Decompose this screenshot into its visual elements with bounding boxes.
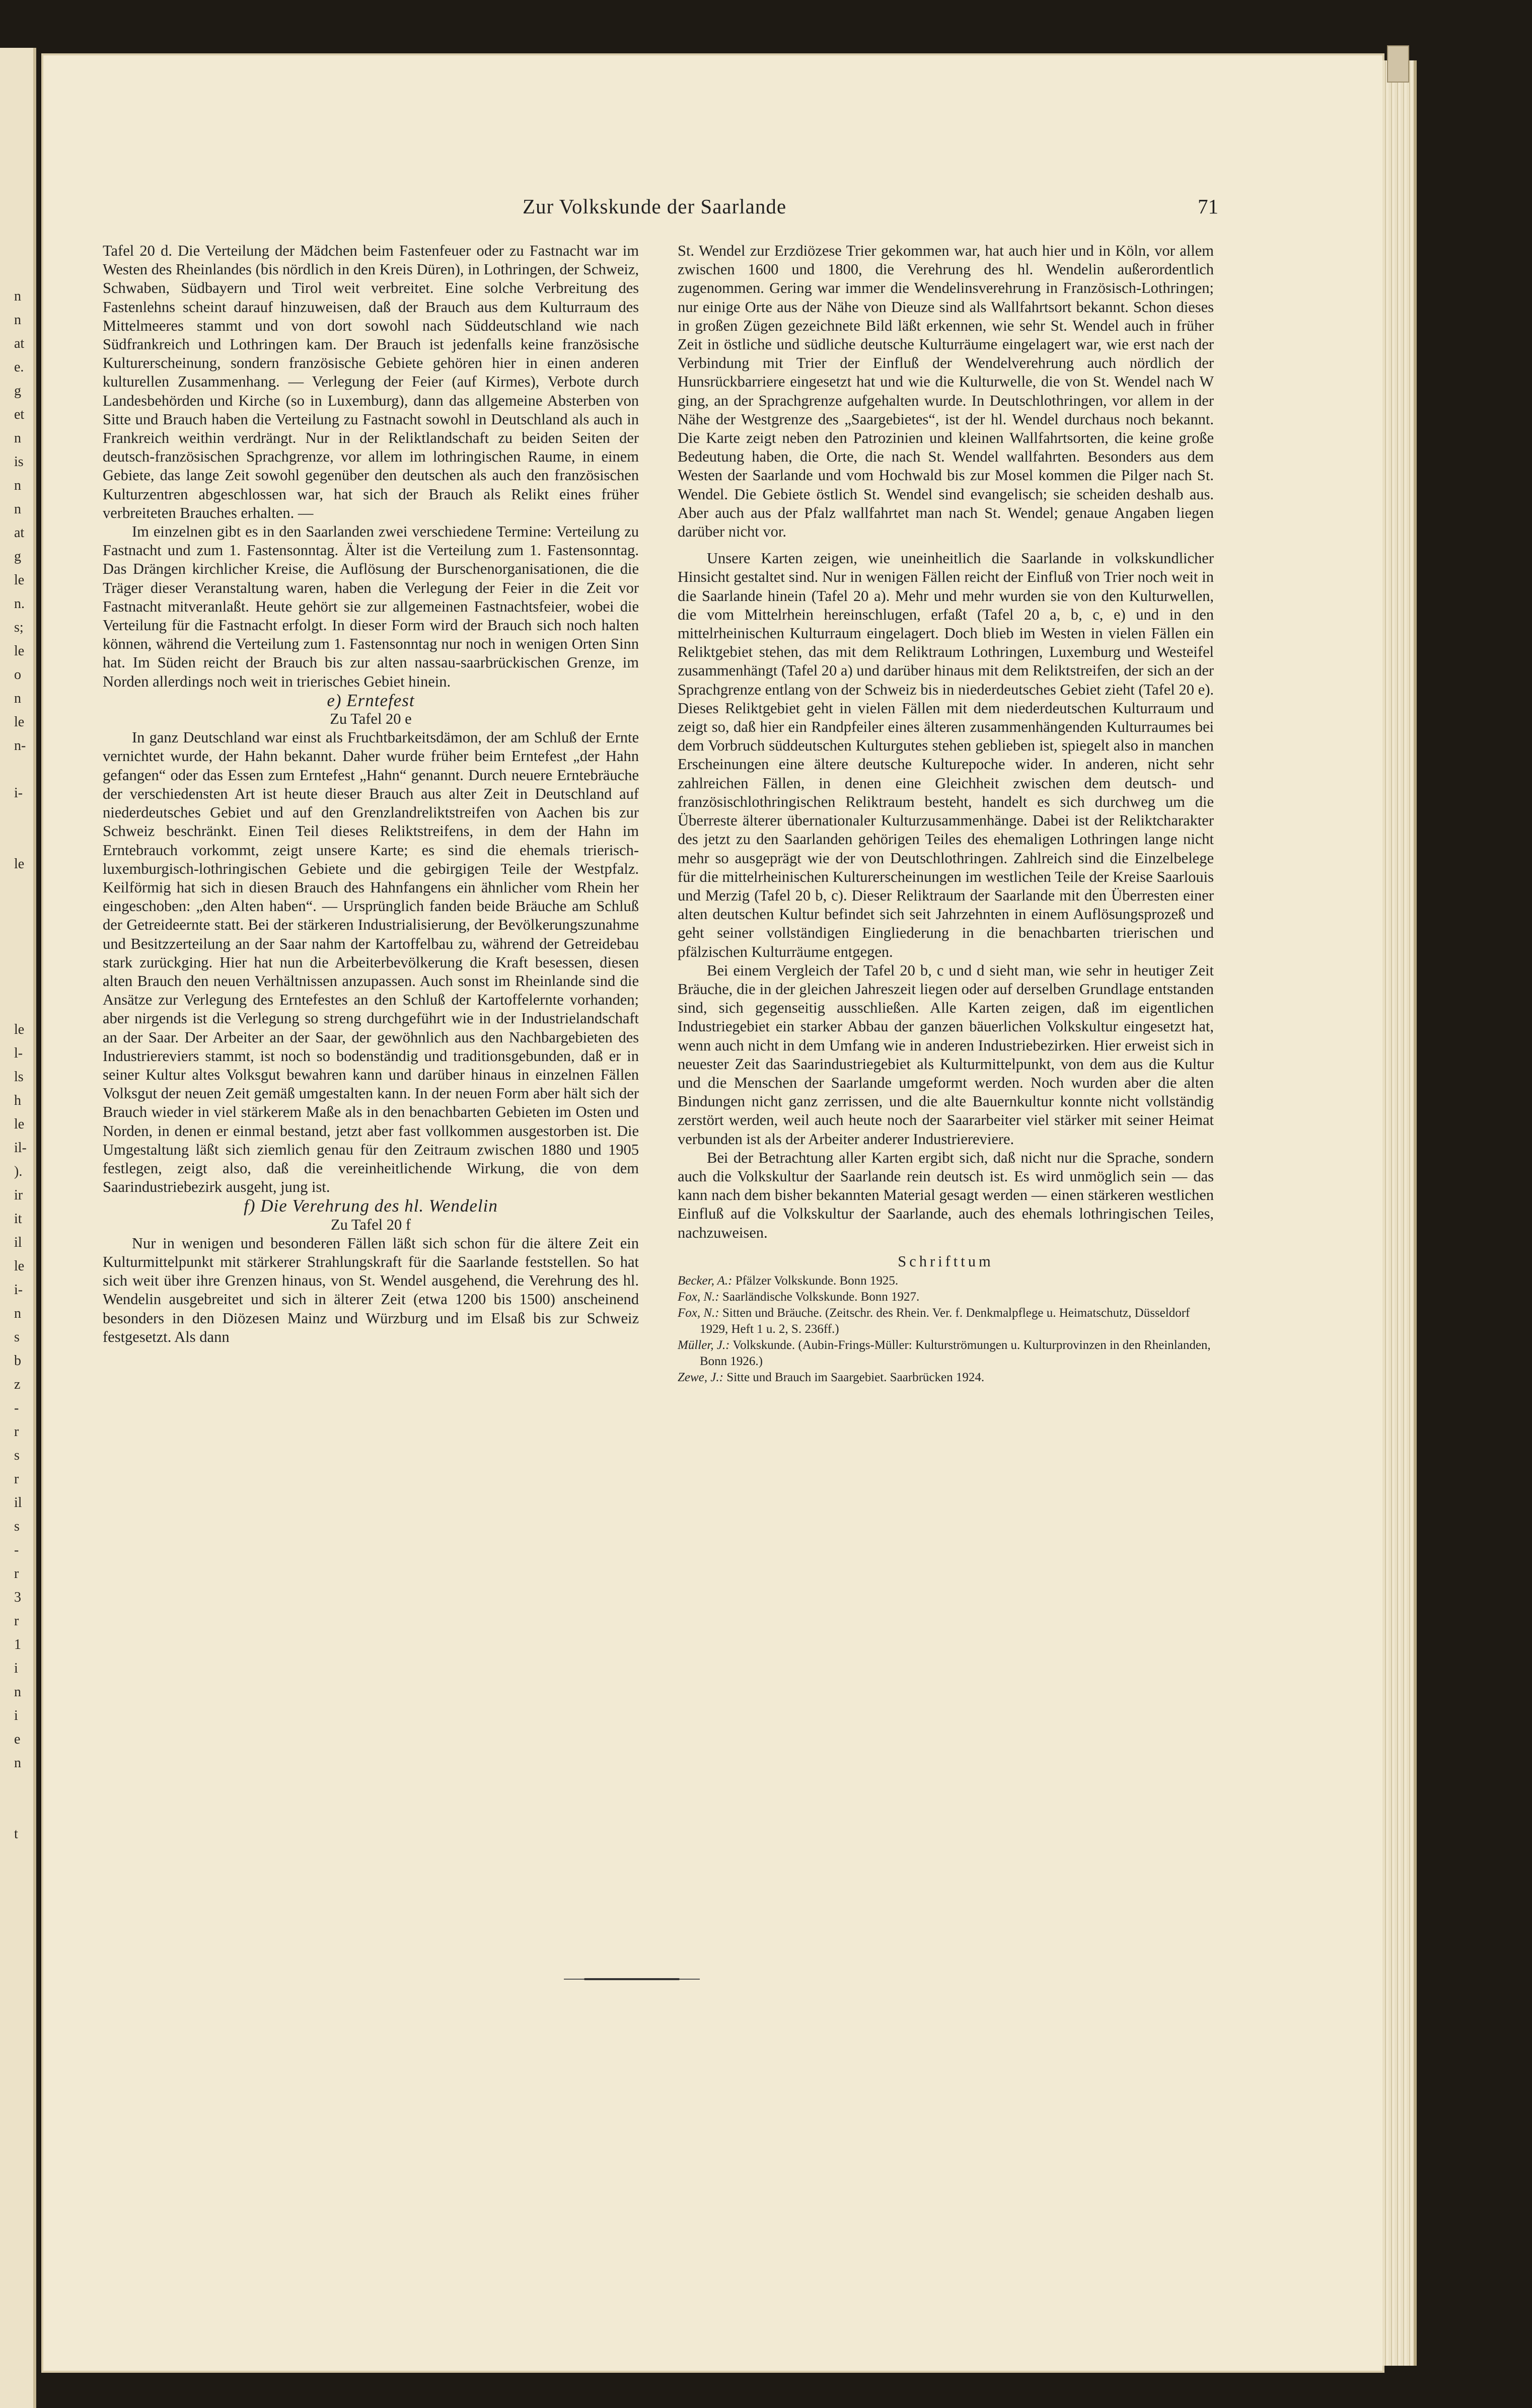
running-header: Zur Volkskunde der Saarlande: [522, 195, 787, 218]
edge-letter: [14, 994, 31, 1018]
edge-letter: [14, 876, 31, 899]
edge-letter: s: [14, 1519, 20, 1534]
edge-letter: it: [14, 1211, 22, 1227]
edge-letter: i: [14, 1708, 18, 1723]
edge-letter: et: [14, 407, 25, 422]
edge-letter: r: [14, 1613, 19, 1629]
edge-letter: n: [14, 1684, 21, 1700]
source-author: Zewe, J.:: [678, 1370, 723, 1384]
edge-letter: z: [14, 1377, 21, 1392]
edge-letter: le: [14, 643, 25, 659]
edge-letter: le: [14, 1258, 25, 1274]
edge-letter: n-: [14, 738, 26, 754]
edge-letter: le: [14, 1022, 25, 1037]
right-column-body: [678, 242, 1214, 1242]
edge-letter: le: [14, 856, 25, 872]
edge-letter: [14, 970, 31, 994]
edge-letter: n: [14, 430, 21, 446]
edge-letter: [14, 1798, 31, 1822]
end-ornament-rule: [584, 1978, 680, 1980]
edge-letter: g: [14, 383, 21, 399]
edge-letter: r: [14, 1471, 19, 1487]
edge-letter: 1: [14, 1637, 21, 1652]
source-entry: [678, 1273, 1214, 1289]
edge-letter: il: [14, 1235, 22, 1250]
left-column: [103, 242, 639, 1346]
section-title: e) Erntefest: [327, 690, 415, 710]
left-page-edge-letters: [14, 284, 31, 1846]
edge-letter: ).: [14, 1164, 23, 1179]
source-text: Sitten und Bräuche. (Zeitschr. des Rhein. Ver. f. Denkmalpflege u. Heimatschutz, Düsseldorf 1929, Heft 1 u. 2, S. 236ff.): [700, 1306, 1190, 1336]
edge-letter: t: [14, 1826, 18, 1842]
source-entry: [678, 1337, 1214, 1370]
source-entry: [678, 1305, 1214, 1337]
edge-letter: le: [14, 1116, 25, 1132]
paragraph: Unsere Karten zeigen, wie uneinheitlich die Saarlande in volkskundlicher Hinsicht gestaltet sind. Nur in wenigen Fällen reicht der Einfluß von Trier noch weit in die Saarlande hinein (Tafel 20 a). Mehr und mehr wurden sie von den Kulturwellen, die vom Mittelrhein hereinschlugen, erfaßt (Tafel 20 a, b, c, e) und in den mittelrheinischen Kulturraum eingelagert. Doch blieb im Westen in vielen Fällen ein Reliktgebiet stehen, das mit dem Reliktraum Lothringen, Luxemburg und Westeifel zusammenhängt (Tafel 20 a) und darüber hinaus mit dem Reliktstreifen, der sich an der Sprachgrenze entlang von der Schweiz bis in niederdeutsches Gebiet zieht (Tafel 20 e). Dieses Reliktgebiet geht in vielen Fällen mit dem niederdeutschen Kulturraum und zeigt so, daß hier ein Randpfeiler eines älteren zusammenhängenden Kulturraumes bei dem Vorbruch süddeutschen Kulturgutes stehen geblieben ist, spiegelt also in manchen Erscheinungen eine ältere deutsche Kulturepoche wider. In anderen, nicht sehr zahlreichen Fällen, in denen eine Gleichheit zwischen dem deutsch- und französischlothringischen Reliktraum besteht, handelt es sich durchweg um die Überreste älterer übernationaler Kulturzusammenhänge. Dabei ist der Reliktcharakter des jetzt zu den Saarlanden gehörigen Teiles des ehemaligen Lothringen lange nicht mehr so ausgeprägt wie der von Deutschlothringen. Zahlreich sind die Einzelbelege für die mittelrheinischen Kulturerscheinungen im westlichen Teile der Kreise Saarlouis und Merzig (Tafel 20 b, c). Dieser Reliktraum der Saarlande mit den Überresten einer alten deutschen Kultur befindet sich seit Jahrzehnten in einem Auflösungsprozeß und geht seiner vollständigen Eingliederung in die benachbarten trierischen und pfälzischen Kulturräume entgegen.: [678, 550, 1214, 960]
edge-letter: o: [14, 667, 21, 683]
source-author: Fox, N.:: [678, 1306, 719, 1320]
paragraph: St. Wendel zur Erzdiözese Trier gekommen war, hat auch hier und in Köln, vor allem zwischen 1600 und 1800, die Verehrung des hl. Wendelin außerordentlich zugenommen. Gering war immer die Wendelinsverehrung in Französisch-Lothringen; nur einige Orte aus der Nähe von Dieuze sind als Wallfahrtsort bekannt. Schon dieses in großen Zügen gezeichnete Bild läßt erkennen, wie sehr St. Wendel auch in früher Zeit in östliche und südliche deutsche Kulturräume eingelagert war, wie erst nach der Verbindung mit Trier der Einfluß der Wendelverehrung auch nördlich der Hunsrückbarriere eingesetzt hat und wie die Kulturwelle, die von St. Wendel nach W ging, an der Sprachgrenze aufgehalten wurde. In Deutschlothringen, vor allem in der Nähe der Westgrenze des „Saargebietes“, ist der hl. Wendel durchaus noch bekannt. Die Karte zeigt neben den Patrozinien und kleinen Wallfahrtsorten, die keine große Bedeutung haben, die Orte, die nach St. Wendel wallfahrten. Besonders aus dem Westen der Saarlande und vom Hochwald bis zur Mosel kommen die Pilger nach St. Wendel. Die Gebiete östlich St. Wendel sind evangelisch; sie scheiden deshalb aus. Aber auch aus der Pfalz wallfahrtet man nach St. Wendel; genaue Angaben liegen darüber nicht vor.: [678, 242, 1214, 541]
source-text: Saarländische Volkskunde. Bonn 1927.: [722, 1290, 920, 1304]
edge-letter: l-: [14, 1045, 23, 1061]
left-page-edge: [0, 48, 36, 2408]
page-stack-edge: [1382, 60, 1417, 2366]
edge-letter: [14, 1775, 31, 1798]
edge-letter: is: [14, 454, 24, 470]
edge-letter: r: [14, 1566, 19, 1582]
paragraph: Tafel 20 d. Die Verteilung der Mädchen beim Fastenfeuer oder zu Fastnacht war im Westen des Rheinlandes (bis nördlich in den Kreis Düren), in Lothringen, der Schweiz, Schwaben, Südbayern und Tirol weit verbreitet. Eine solche Verbreitung des Fastenlehns scheint darauf hinzuweisen, daß der Brauch aus dem Kulturraum des Mittelmeeres stammt und von dort sowohl nach Süddeutschland wie nach Südfrankreich und Lothringen kam. Der Brauch ist jedenfalls keine französische Kulturerscheinung, sondern französische Gebiete gehören hier in einen anderen kulturellen Zusammenhang. — Verlegung der Feier (auf Kirmes), Verbote durch Landesbehörden und Kirche (so in Luxemburg), dann das allgemeine Absterben von Sitte und Brauch haben die Verteilung zu Fastnacht sowohl in Deutschland als auch in Frankreich weithin verdrängt. Nur in der Reliktlandschaft zu beiden Seiten der deutsch-französischen Sprachgrenze, vor allem im lothringischen Raume, in einem Gebiete, das lange Zeit sowohl gegenüber den deutschen als auch den französischen Kulturzentren abgeschlossen war, hat sich der Brauch als Relikt eines früher verbreiteten Brauches erhalten. —: [103, 242, 639, 521]
paragraph: Bei der Betrachtung aller Karten ergibt sich, daß nicht nur die Sprache, sondern auch die Volkskultur der Saarlande rein deutsch ist. Es wird unmöglich sein — das kann nach dem bisher bekannten Material gesagt werden — einen stärkeren westlichen Einfluß auf die Volkskultur der Saarlande, auch des ehemals lothringischen Teiles, nachzuweisen.: [678, 1149, 1214, 1241]
edge-letter: ir: [14, 1187, 23, 1203]
paragraph: In ganz Deutschland war einst als Fruchtbarkeitsdämon, der am Schluß der Ernte vernichtet wurde, der Hahn bekannt. Daher wurde früher beim Erntefest „der Hahn gefangen“ oder das Essen zum Erntefest „Hahn“ genannt. Durch neuere Erntebräuche der verschiedensten Art ist heute dieser Brauch aus alter Zeit in Deutschland auf niederdeutsches Gebiet und auf den Grenzlandreliktstreifen von Aachen bis zur Schweiz beschränkt. Einen Teil dieses Reliktstreifens, in dem der Hahn im Erntebrauch vorkommt, zeigt unsere Karte; es sind die ehemals trierisch-luxemburgisch-lothringischen Gebiete und die gebirgigen Teile der Westpfalz. Keilförmig hat sich in diesen Brauch des Hahnfangens ein ähnlicher vom Rhein her eingeschoben: „den Alten haben“. — Ursprünglich fanden beide Bräuche am Schluß der Getreideernte statt. Bei der stärkeren Industrialisierung, der Bevölkerungszunahme und Besitzzerteilung an der Saar nahm der Kartoffelbau zu, während der Getreidebau stark zurückging. Hier hat nun die Arbeiterbevölkerung die Kraft besessen, diesen alten Brauch den neuen Verhältnissen anzupassen. Auch sonst im Rheinlande sind die Ansätze zur Verlegung des Erntefestes an den Schluß der Kartoffelernte vorhanden; aber nirgends ist die Verlegung so streng durchgeführt wie in der Industrielandschaft an der Saar. Der Arbeiter an der Saar, der gewöhnlich aus den Nachbargebieten des Industriereviers stammt, ist noch so bodenständig und traditionsgebunden, daß er in seiner Kultur altes Volksgut bewahren kann und darüber hinaus in einzelnen Fällen Volksgut der neuen Zeit gemäß umgestalten kann. In der neuen Form aber hält sich der Brauch wieder in viel stärkerem Maße als in den benachbarten Gebieten im Osten und Norden, in denen er einmal bestand, jetzt aber fast vollkommen ausgestorben ist. Die Umgestaltung läßt sich ziemlich genau für den Zeitraum zwischen 1880 und 1905 festlegen, zeigt also, daß die vereinheitlichende Wirkung, die von dem Saarindustriebezirk ausgeht, jung ist.: [103, 729, 639, 1196]
edge-letter: s: [14, 1448, 20, 1463]
edge-letter: [14, 947, 31, 970]
paragraph: Nur in wenigen und besonderen Fällen läßt sich schon für die ältere Zeit ein Kulturmittelpunkt mit stärkerer Strahlungskraft für die Saarlande feststellen. So hat sich weit über ihre Grenzen hinaus, von St. Wendel ausgehend, die Verehrung des hl. Wendelin ausgebreitet und sich in älterer Zeit (etwa 1200 bis 1500) anscheinend besonders in den Diözesen Mainz und Würzburg und im Elsaß bis zur Schweiz festgesetzt. Als dann: [103, 1234, 639, 1345]
edge-letter: -: [14, 1400, 19, 1416]
edge-letter: -: [14, 1542, 19, 1558]
edge-letter: le: [14, 714, 25, 730]
edge-letter: e: [14, 1732, 21, 1747]
edge-letter: il: [14, 1495, 22, 1511]
edge-letter: h: [14, 1093, 21, 1108]
page-number: 71: [1198, 195, 1218, 218]
edge-letter: at: [14, 336, 25, 351]
edge-letter: i-: [14, 1282, 23, 1298]
source-author: Fox, N.:: [678, 1290, 719, 1304]
sources-list: [678, 1273, 1214, 1386]
source-text: Pfälzer Volkskunde. Bonn 1925.: [735, 1273, 899, 1288]
edge-letter: [14, 758, 31, 781]
edge-letter: n: [14, 691, 21, 706]
edge-letter: n: [14, 1306, 21, 1321]
source-text: Sitte und Brauch im Saargebiet. Saarbrücken 1924.: [726, 1370, 985, 1384]
edge-letter: n: [14, 1755, 21, 1771]
edge-letter: b: [14, 1353, 21, 1369]
section-title: f) Die Verehrung des hl. Wendelin: [244, 1196, 498, 1216]
source-text: Volkskunde. (Aubin-Frings-Müller: Kulturströmungen u. Kulturprovinzen in den Rheinlanden, Bonn 1926.): [700, 1338, 1211, 1368]
edge-letter: n: [14, 312, 21, 328]
edge-letter: at: [14, 525, 25, 541]
edge-letter: [14, 829, 31, 852]
source-entry: [678, 1289, 1214, 1305]
edge-letter: i: [14, 1661, 18, 1676]
edge-letter: [14, 805, 31, 829]
edge-letter: g: [14, 549, 21, 564]
edge-letter: n: [14, 288, 21, 304]
edge-letter: 3: [14, 1590, 21, 1605]
edge-letter: r: [14, 1424, 19, 1440]
source-author: Müller, J.:: [678, 1338, 730, 1352]
edge-letter: le: [14, 572, 25, 588]
right-column: [678, 242, 1214, 1386]
edge-letter: [14, 899, 31, 923]
edge-letter: s: [14, 1329, 20, 1345]
sources-title: Schrifttum: [898, 1252, 994, 1270]
edge-letter: i-: [14, 785, 23, 801]
edge-letter: il-: [14, 1140, 27, 1156]
edge-letter: n.: [14, 596, 25, 612]
section-subtitle: Zu Tafel 20 f: [330, 1216, 411, 1233]
section-subtitle: Zu Tafel 20 e: [330, 710, 412, 728]
bookmark-ribbon: [1387, 45, 1409, 83]
edge-letter: e.: [14, 359, 24, 375]
edge-letter: [14, 923, 31, 947]
paragraph: Bei einem Vergleich der Tafel 20 b, c und d sieht man, wie sehr in heutiger Zeit Bräuche, die in der gleichen Jahreszeit liegen oder auf derselben Grundlage entstanden sind, sich gegenseitig ausschließen. Alle Karten zeigen, daß im eigentlichen Industriegebiet ein starker Abbau der ganzen bäuerlichen Volkskultur eingesetzt hat, wenn auch nicht in dem Umfang wie in anderen Industriebezirken. Hier erweist sich in neuester Zeit das Saarindustriegebiet als Kulturmittelpunkt, von dem aus die Kultur und die Menschen der Saarlande umgeformt werden. Noch wurden aber die alten Bindungen nicht ganz zerrissen, und die alte Bauernkultur konnte nicht vollständig zerstört werden, weil auch heute noch der Saararbeiter viel stärker mit seiner Heimat verbunden ist als der Arbeiter anderer Industriereviere.: [678, 961, 1214, 1148]
source-entry: [678, 1370, 1214, 1386]
source-author: Becker, A.:: [678, 1273, 733, 1288]
paragraph: Im einzelnen gibt es in den Saarlanden zwei verschiedene Termine: Verteilung zu Fastnacht und zum 1. Fastensonntag. Älter ist die Verteilung zum 1. Fastensonntag. Das Drängen kirchlicher Kreise, die Auflösung der Burschenorganisationen, die die Träger dieser Veranstaltung waren, haben die Verlegung der Feier in die Zeit vor Fastnacht mitveranlaßt. Heute gehört sie zur allgemeinen Fastnachtsfeier, wobei die Verteilung für die Fastnacht erfolgt. In dieser Form wird der Brauch sich noch halten können, während die Verteilung zum 1. Fastensonntag nur noch in wenigen Orten Sinn hat. Im Süden reicht der Brauch bis zur alten nassau-saarbrückischen Grenze, im Norden allerdings noch weit in trierisches Gebiet hinein.: [103, 523, 639, 690]
edge-letter: n: [14, 501, 21, 517]
edge-letter: n: [14, 478, 21, 493]
edge-letter: s;: [14, 620, 24, 635]
edge-letter: ls: [14, 1069, 24, 1085]
